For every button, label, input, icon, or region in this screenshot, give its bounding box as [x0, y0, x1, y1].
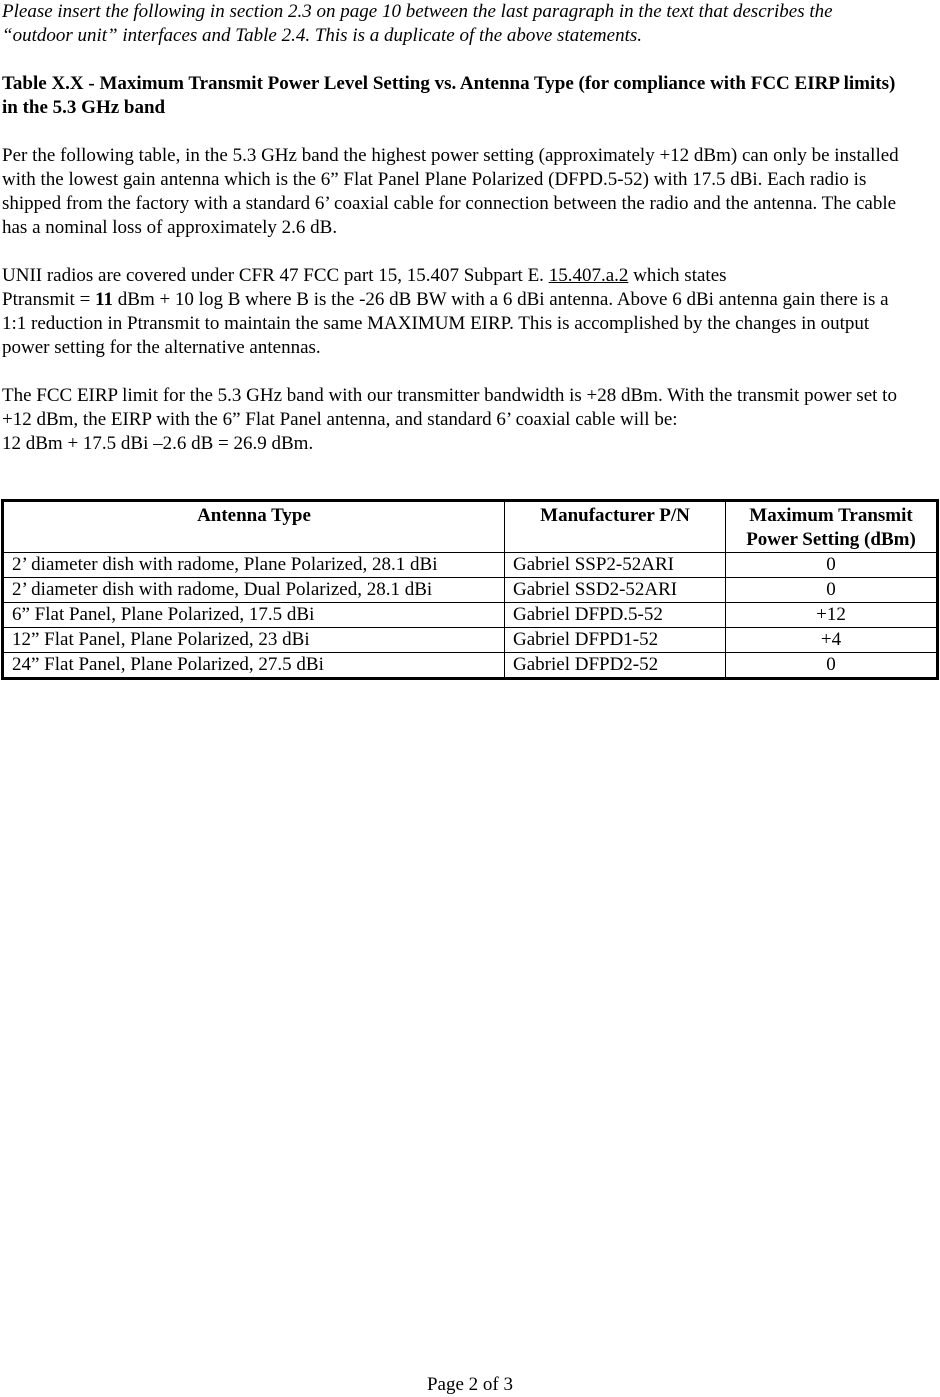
- unii-text-a: UNII radios are covered under CFR 47 FCC part 15, 15.407 Subpart E.: [2, 265, 549, 286]
- cell-part-number: Gabriel SSP2-52ARI: [505, 553, 726, 578]
- document-body: [2, 0, 932, 456]
- cell-part-number: Gabriel DFPD2-52: [505, 653, 726, 679]
- table-row: [3, 578, 938, 603]
- header-antenna-type: Antenna Type: [3, 501, 505, 553]
- eirp-formula: 12 dBm + 17.5 dBi –2.6 dB = 26.9 dBm.: [2, 433, 314, 454]
- cell-antenna-type: 6” Flat Panel, Plane Polarized, 17.5 dBi: [3, 603, 505, 628]
- cell-max-power: 0: [726, 553, 938, 578]
- paragraph-eirp-limit: [2, 384, 902, 456]
- unii-text-c: Ptransmit =: [2, 289, 96, 310]
- cell-max-power: 0: [726, 578, 938, 603]
- table-row: [3, 553, 938, 578]
- table-row: [3, 603, 938, 628]
- unii-text-b: which states: [628, 265, 727, 286]
- paragraph-power-setting: Per the following table, in the 5.3 GHz band the highest power setting (approximately +12 dBm) can only be installed with the lowest gain antenna which is the 6” Flat Panel Plane Polarized (DFPD.5-52) with 17.5 dBi. Each radio is shipped from the factory with a standard 6’ coaxial cable for connection between the radio and the antenna. The cable has a nominal loss of approximately 2.6 dB.: [2, 145, 899, 238]
- regulation-reference: 15.407.a.2: [548, 265, 629, 286]
- cell-max-power: 0: [726, 653, 938, 679]
- page-number: Page 2 of 3: [426, 1374, 513, 1395]
- cell-antenna-type: 2’ diameter dish with radome, Plane Polarized, 28.1 dBi: [3, 553, 505, 578]
- cell-antenna-type: 2’ diameter dish with radome, Dual Polarized, 28.1 dBi: [3, 578, 505, 603]
- table-heading: Table X.X - Maximum Transmit Power Level Setting vs. Antenna Type (for compliance with FCC EIRP limits) in the 5.3 GHz band: [2, 73, 896, 118]
- antenna-power-table: [1, 499, 939, 680]
- paragraph-unii-rules: [2, 264, 902, 360]
- cell-antenna-type: 24” Flat Panel, Plane Polarized, 27.5 dBi: [3, 653, 505, 679]
- cell-max-power: +4: [726, 628, 938, 653]
- table-header-row: [3, 501, 938, 553]
- ptransmit-value: 11: [95, 289, 114, 310]
- cell-part-number: Gabriel SSD2-52ARI: [505, 578, 726, 603]
- cell-max-power: +12: [726, 603, 938, 628]
- cell-part-number: Gabriel DFPD.5-52: [505, 603, 726, 628]
- eirp-text: The FCC EIRP limit for the 5.3 GHz band with our transmitter bandwidth is +28 dBm. With the transmit power set to +12 dBm, the EIRP with the 6” Flat Panel antenna, and standard 6’ coaxial cable will be:: [2, 385, 897, 430]
- intro-instruction: Please insert the following in section 2.3 on page 10 between the last paragraph in the text that describes the “outdoor unit” interfaces and Table 2.4. This is a duplicate of the above statements.: [2, 1, 833, 46]
- unii-text-d: dBm + 10 log B where B is the -26 dB BW with a 6 dBi antenna. Above 6 dBi antenna gain there is a 1:1 reduction in Ptransmit to maintain the same MAXIMUM EIRP. This is accomplished by the changes in output power setting for the alternative antennas.: [2, 289, 889, 358]
- table-row: [3, 628, 938, 653]
- table-row: [3, 653, 938, 679]
- header-manufacturer-pn: Manufacturer P/N: [505, 501, 726, 553]
- cell-antenna-type: 12” Flat Panel, Plane Polarized, 23 dBi: [3, 628, 505, 653]
- header-max-power: Maximum Transmit Power Setting (dBm): [726, 501, 938, 553]
- cell-part-number: Gabriel DFPD1-52: [505, 628, 726, 653]
